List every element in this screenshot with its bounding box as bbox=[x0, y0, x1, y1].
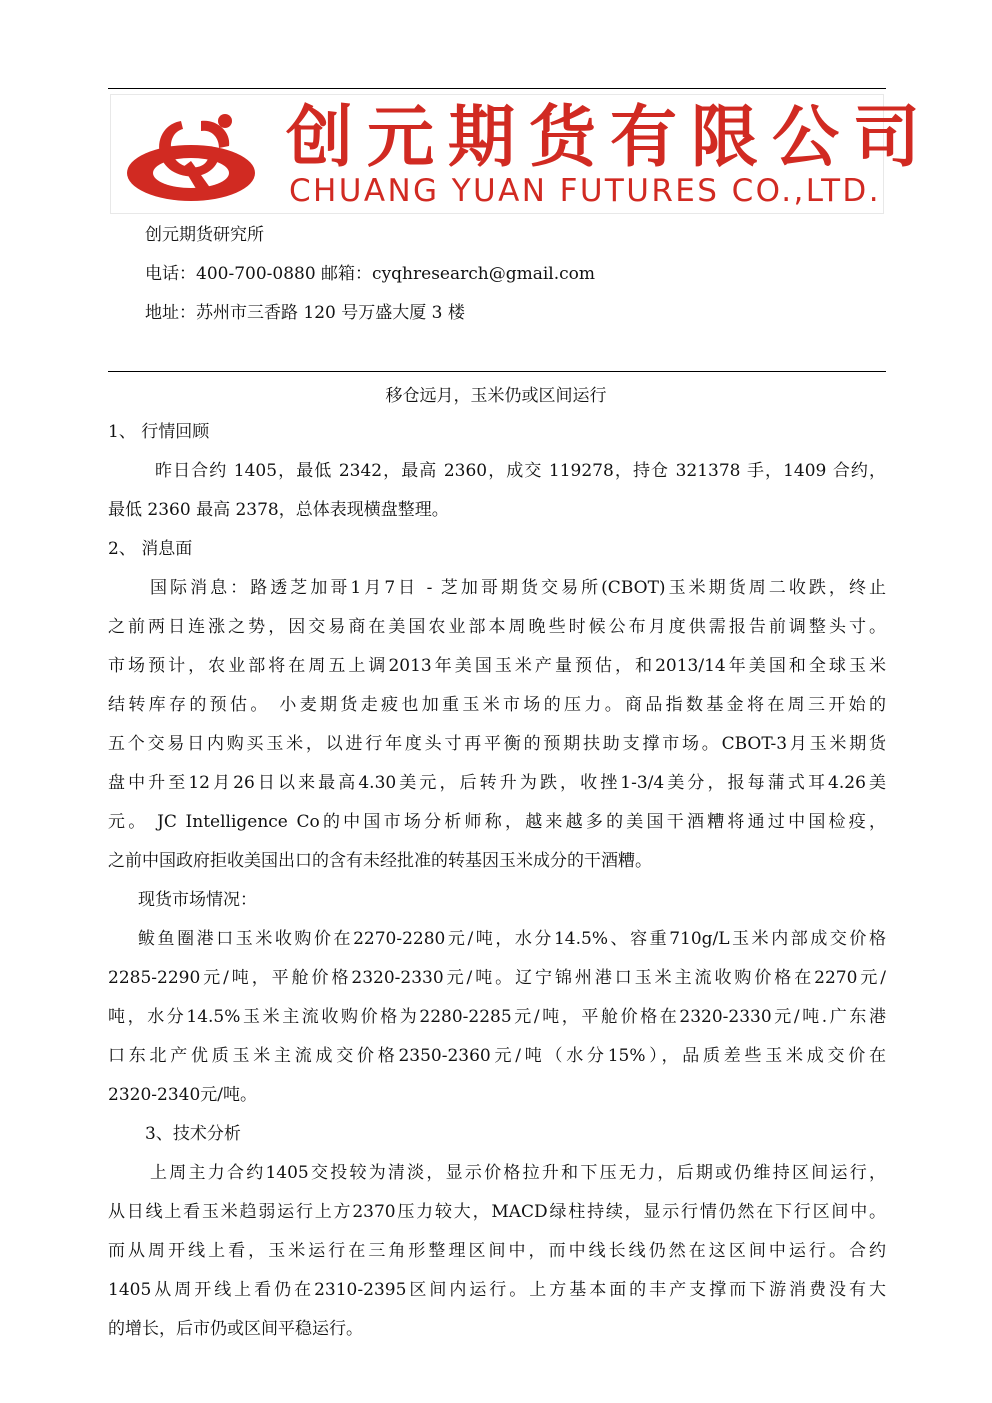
paragraph-line: 盘中升至12月26日以来最高4.30美元，后转升为跌，收挫1-3/4美分，报每蒲式耳4.26美 bbox=[108, 773, 886, 793]
section-heading: 3、技术分析 bbox=[145, 1124, 241, 1144]
institute-name: 创元期货研究所 bbox=[145, 225, 264, 245]
company-name-cn: 创元期货有限公司 bbox=[286, 98, 934, 176]
section-heading: 1、 行情回顾 bbox=[108, 422, 210, 442]
paragraph-line: 最低 2360 最高 2378，总体表现横盘整理。 bbox=[108, 500, 449, 520]
report-title: 移仓远月，玉米仍或区间运行 bbox=[385, 386, 607, 406]
paragraph-line: 市场预计，农业部将在周五上调2013年美国玉米产量预估，和2013/14年美国和全球玉米 bbox=[108, 656, 886, 676]
paragraph-line: 昨日合约 1405，最低 2342，最高 2360，成交 119278，持仓 321378 手，1409 合约， bbox=[155, 461, 886, 481]
spot-heading: 现货市场情况： bbox=[138, 890, 257, 910]
company-name-en: CHUANG YUAN FUTURES CO.,LTD. bbox=[289, 173, 881, 209]
section-heading: 2、 消息面 bbox=[108, 539, 193, 559]
paragraph-line: 五个交易日内购买玉米，以进行年度头寸再平衡的预期扶助支撑市场。CBOT-3月玉米期货 bbox=[108, 734, 886, 754]
contact-info: 电话：400-700-0880 邮箱：cyqhresearch@gmail.com bbox=[145, 264, 596, 284]
paragraph-line: 鲅鱼圈港口玉米收购价在2270-2280元/吨，水分14.5%、容重710g/L玉米内部成交价格 bbox=[138, 929, 886, 949]
company-banner bbox=[110, 94, 934, 214]
address-info: 地址：苏州市三香路 120 号万盛大厦 3 楼 bbox=[145, 303, 465, 323]
paragraph-line: 上周主力合约1405交投较为清淡，显示价格拉升和下压无力，后期或仍维持区间运行， bbox=[150, 1163, 886, 1183]
paragraph-line: 结转库存的预估。 小麦期货走疲也加重玉米市场的压力。商品指数基金将在周三开始的 bbox=[108, 695, 886, 715]
paragraph-line: 元。 JC Intelligence Co的中国市场分析师称，越来越多的美国干酒糟将通过中国检疫， bbox=[108, 812, 886, 832]
paragraph-line: 之前两日连涨之势，因交易商在美国农业部本周晚些时候公布月度供需报告前调整头寸。 bbox=[108, 617, 886, 637]
paragraph-line: 从日线上看玉米趋弱运行上方2370压力较大，MACD绿柱持续，显示行情仍然在下行区间中。 bbox=[108, 1202, 886, 1222]
paragraph-line: 2285-2290元/吨，平舱价格2320-2330元/吨。辽宁锦州港口玉米主流收购价格在2270元/ bbox=[108, 968, 886, 988]
company-logo-icon bbox=[121, 101, 271, 209]
paragraph-line: 口东北产优质玉米主流成交价格2350-2360元/吨（水分15%），品质差些玉米成交价在 bbox=[108, 1046, 886, 1066]
paragraph-line: 的增长，后市仍或区间平稳运行。 bbox=[108, 1319, 363, 1339]
paragraph-line: 之前中国政府拒收美国出口的含有未经批准的转基因玉米成分的干酒糟。 bbox=[108, 851, 652, 871]
paragraph-line: 国际消息：路透芝加哥1月7日 - 芝加哥期货交易所(CBOT)玉米期货周二收跌，终止 bbox=[150, 578, 886, 598]
paragraph-line: 吨，水分14.5%玉米主流收购价格为2280-2285元/吨，平舱价格在2320-2330元/吨.广东港 bbox=[108, 1007, 886, 1027]
top-rule bbox=[108, 88, 886, 89]
paragraph-line: 1405从周开线上看仍在2310-2395区间内运行。上方基本面的丰产支撑而下游消费没有大 bbox=[108, 1280, 886, 1300]
paragraph-line: 而从周开线上看，玉米运行在三角形整理区间中，而中线长线仍然在这区间中运行。合约 bbox=[108, 1241, 886, 1261]
title-rule bbox=[108, 371, 886, 372]
paragraph-line: 2320-2340元/吨。 bbox=[108, 1085, 257, 1105]
